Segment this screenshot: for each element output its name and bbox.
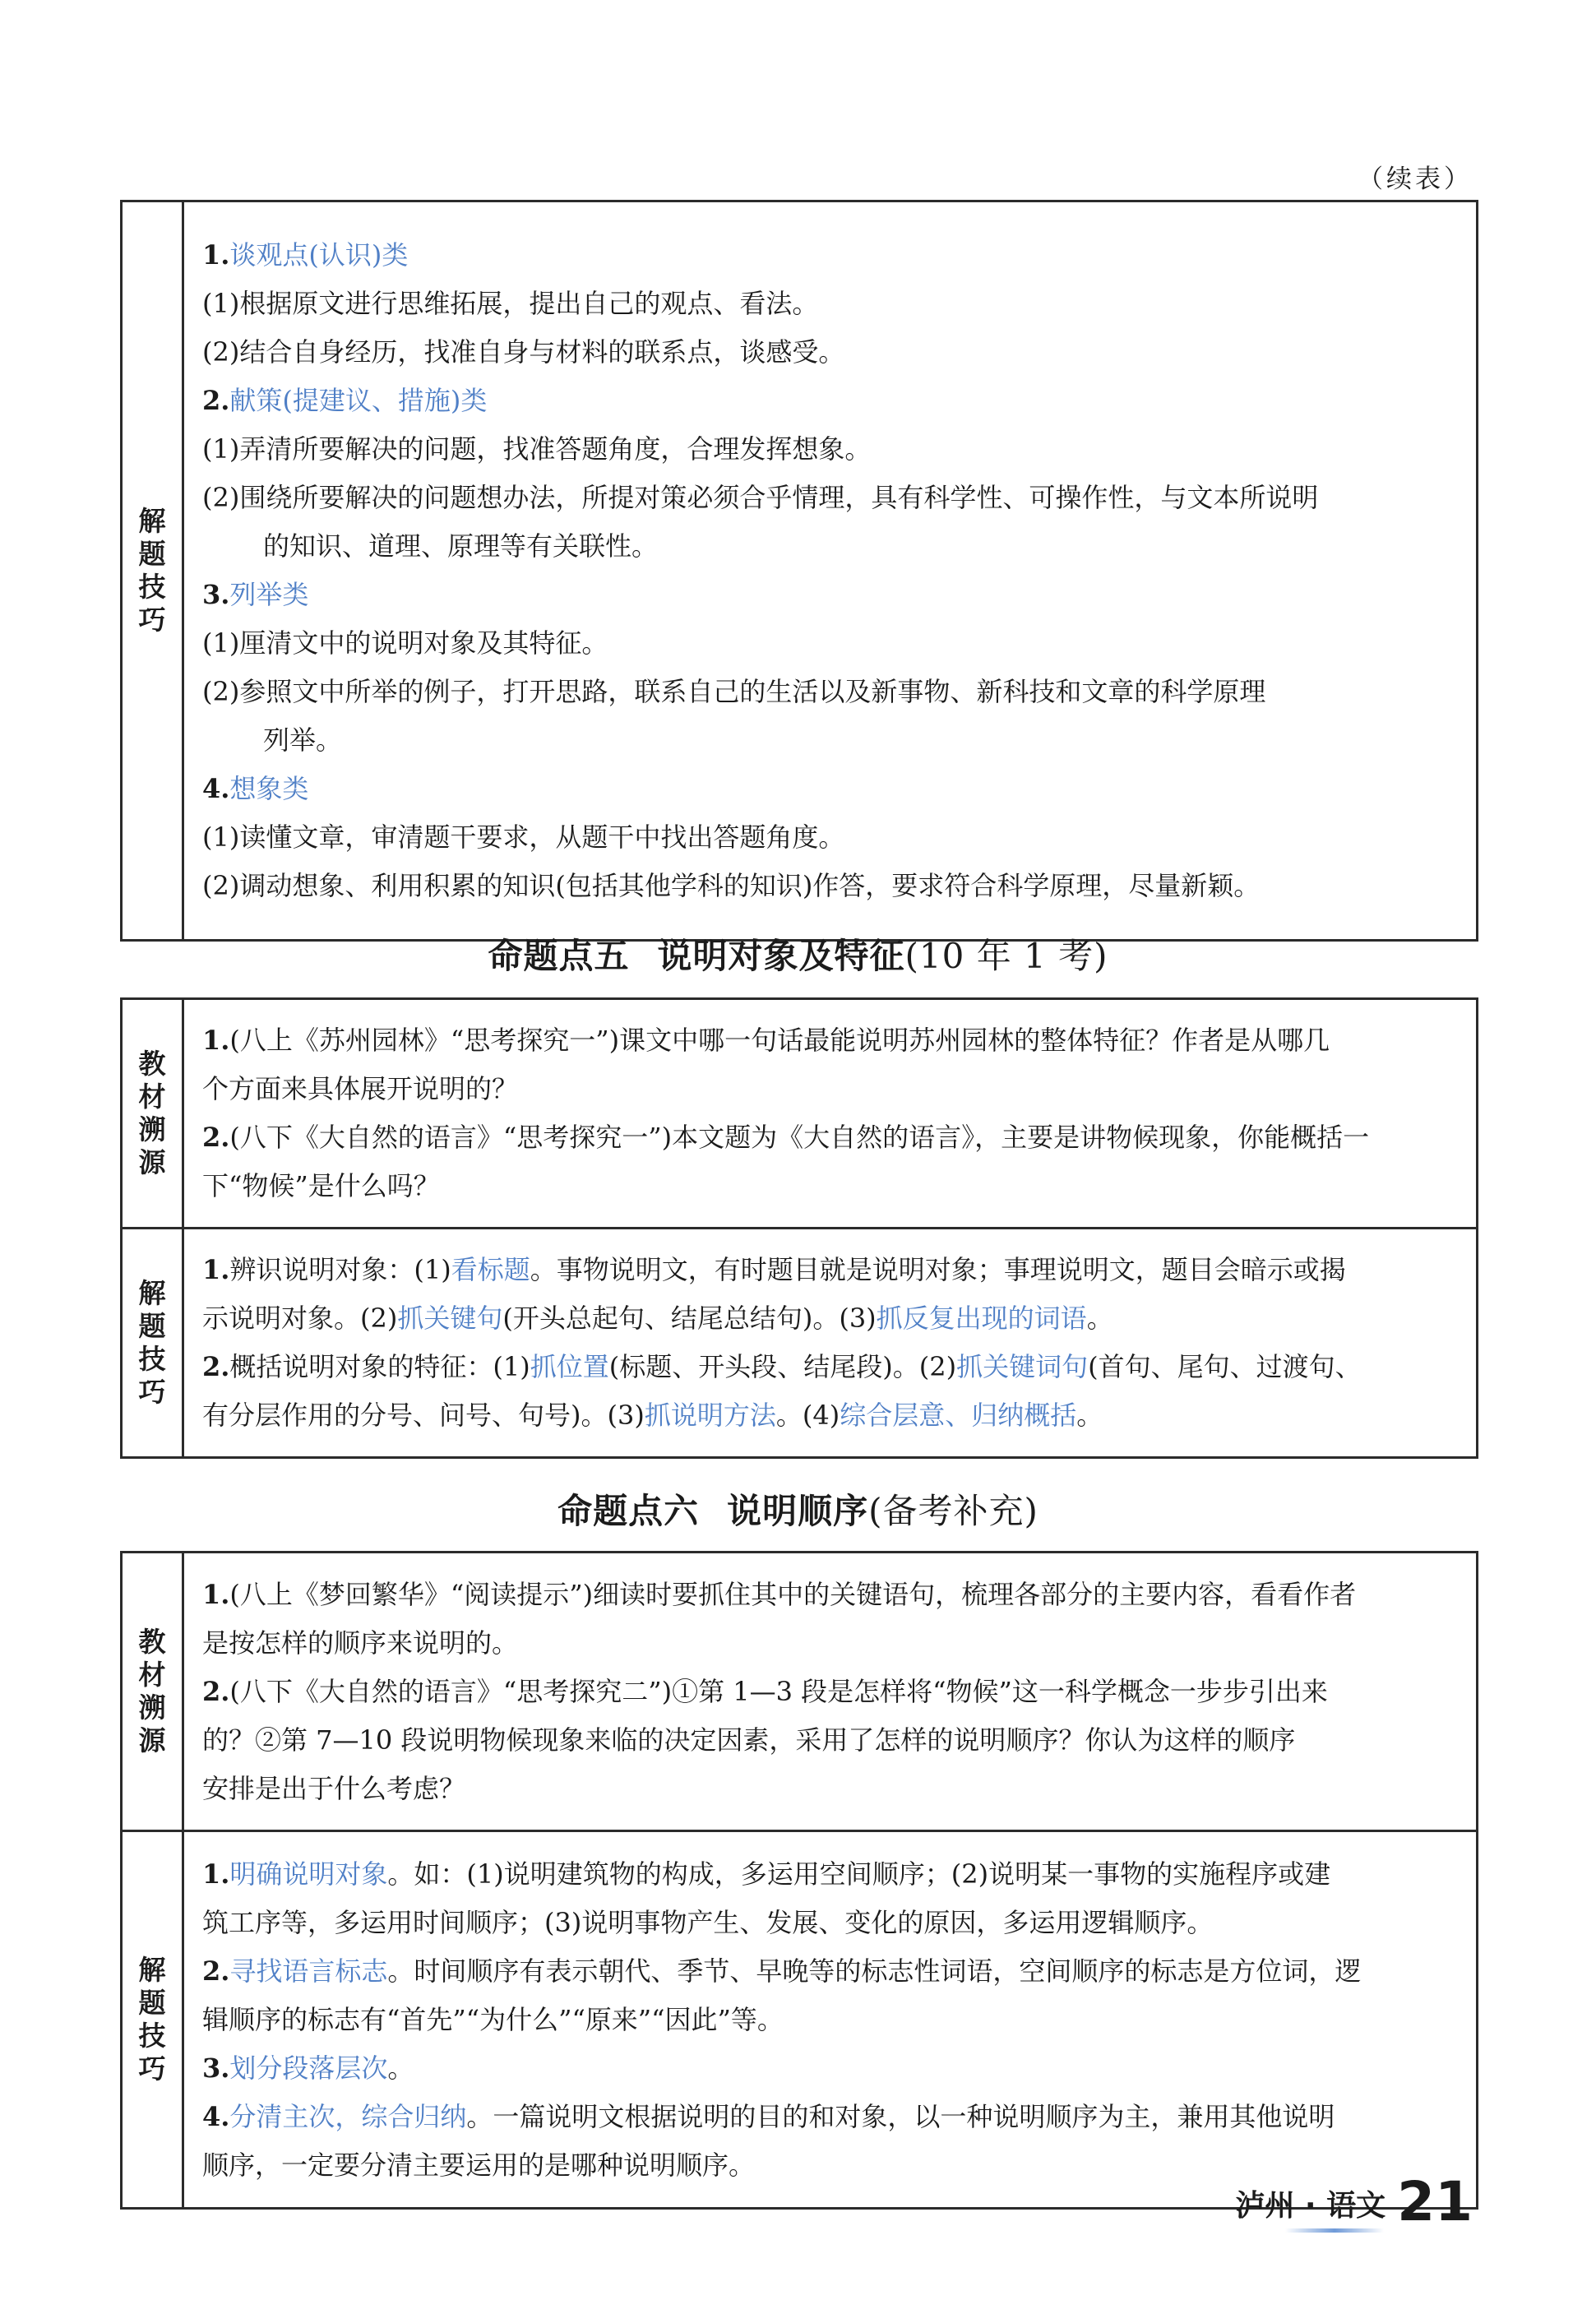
tip-heading: 2.献策(提建议、措施)类 [202,385,488,416]
page-number: 21 [1397,2170,1473,2233]
tip-line: (2)参照文中所举的例子，打开思路，联系自己的生活以及新事物、新科技和文章的科学原理 [202,676,1266,707]
source-content [183,1553,1478,1831]
tip-line: 3.划分段落层次。 [202,2052,414,2084]
tip-line: (1)根据原文进行思维拓展，提出自己的观点、看法。 [202,288,819,319]
tips-content [183,1229,1478,1458]
source-content [183,999,1478,1229]
tip-line: 筑工序等，多运用时间顺序；(3)说明事物产生、发展、变化的原因，多运用逻辑顺序。 [202,1906,1214,1938]
continuation-note: （续表） [1358,164,1473,194]
tip-line: 示说明对象。(2)抓关键句(开头总起句、结尾总结句)。(3)抓反复出现的词语。 [202,1303,1113,1334]
tip-line: (1)厘清文中的说明对象及其特征。 [202,627,608,659]
tip-line: (1)读懂文章，审清题干要求，从题干中找出答题角度。 [202,821,845,853]
tips-label: 解 题 技 巧 [122,1831,183,2209]
source-line: 个方面来具体展开说明的？ [202,1073,519,1104]
source-line: 1.(八上《梦回繁华》“阅读提示”)细读时要抓住其中的关键语句，梳理各部分的主要内容，看看作者 [202,1578,1357,1610]
section6-title: 命题点六 说明顺序(备考补充) [557,1491,1039,1531]
tip-line: 辑顺序的标志有“首先”“为什么”“原来”“因此”等。 [202,2003,784,2035]
tip-line: (2)结合自身经历，找准自身与材料的联系点，谈感受。 [202,336,845,368]
tip-line: 的知识、道理、原理等有关联性。 [263,530,659,562]
tip-heading: 1.谈观点(认识)类 [202,239,409,271]
footer-decoration [1285,2228,1384,2233]
source-line: 下“物候”是什么吗？ [202,1170,440,1201]
tips-label: 解 题 技 巧 [122,201,183,941]
tip-line: 2.概括说明对象的特征：(1)抓位置(标题、开头段、结尾段)。(2)抓关键词句(首句、尾句、过渡句、 [202,1351,1362,1382]
section5-title: 命题点五 说明对象及特征(10 年 1 考) [488,936,1108,976]
tip-line: 2.寻找语言标志。时间顺序有表示朝代、季节、早晚等的标志性词语，空间顺序的标志是方位词，逻 [202,1955,1362,1987]
tip-line: 有分层作用的分号、问号、句号)。(3)抓说明方法。(4)综合层意、归纳概括。 [202,1400,1103,1431]
page-footer [1235,2170,1473,2233]
tips-content [183,201,1478,941]
tip-line: 列举。 [263,724,343,756]
tip-heading: 4.想象类 [202,773,309,804]
table-continued-tips [120,200,1478,942]
tip-line: (2)围绕所要解决的问题想办法，所提对策必须合乎情理，具有科学性、可操作性，与文本所说明 [202,482,1319,513]
source-line: 是按怎样的顺序来说明的。 [202,1627,519,1659]
tip-line: (2)调动想象、利用积累的知识(包括其他学科的知识)作答，要求符合科学原理，尽量新颖。 [202,870,1261,901]
footer-region: 泸州 · 语文 [1235,2189,1386,2223]
tip-line: 顺序，一定要分清主要运用的是哪种说明顺序。 [202,2149,756,2181]
source-line: 1.(八上《苏州园林》“思考探究一”)课文中哪一句话最能说明苏州园林的整体特征？作者是从哪几 [202,1025,1330,1056]
source-label: 教 材 溯 源 [122,1553,183,1831]
tip-line: (1)弄清所要解决的问题，找准答题角度，合理发挥想象。 [202,433,872,465]
tip-line: 1.辨识说明对象：(1)看标题。事物说明文，有时题目就是说明对象；事理说明文，题目会暗示或揭 [202,1254,1346,1285]
source-label: 教 材 溯 源 [122,999,183,1229]
tip-heading: 3.列举类 [202,579,309,610]
tips-label: 解 题 技 巧 [122,1229,183,1458]
source-line: 2.(八下《大自然的语言》“思考探究一”)本文题为《大自然的语言》，主要是讲物候现象，你能概括一 [202,1122,1370,1153]
tips-content [183,1831,1478,2209]
tip-line: 1.明确说明对象。如：(1)说明建筑物的构成，多运用空间顺序；(2)说明某一事物的实施程序或建 [202,1858,1331,1890]
source-line: 安排是出于什么考虑？ [202,1772,466,1804]
section6-table [120,1551,1478,2210]
section5-table [120,997,1478,1459]
tip-line: 4.分清主次，综合归纳。一篇说明文根据说明的目的和对象，以一种说明顺序为主，兼用其他说明 [202,2100,1335,2132]
source-line: 2.(八下《大自然的语言》“思考探究二”)①第 1—3 段是怎样将“物候”这一科学概念一步步引出来 [202,1675,1328,1707]
source-line: 的？②第 7—10 段说明物候现象来临的决定因素，采用了怎样的说明顺序？你认为这样的顺序 [202,1724,1296,1756]
